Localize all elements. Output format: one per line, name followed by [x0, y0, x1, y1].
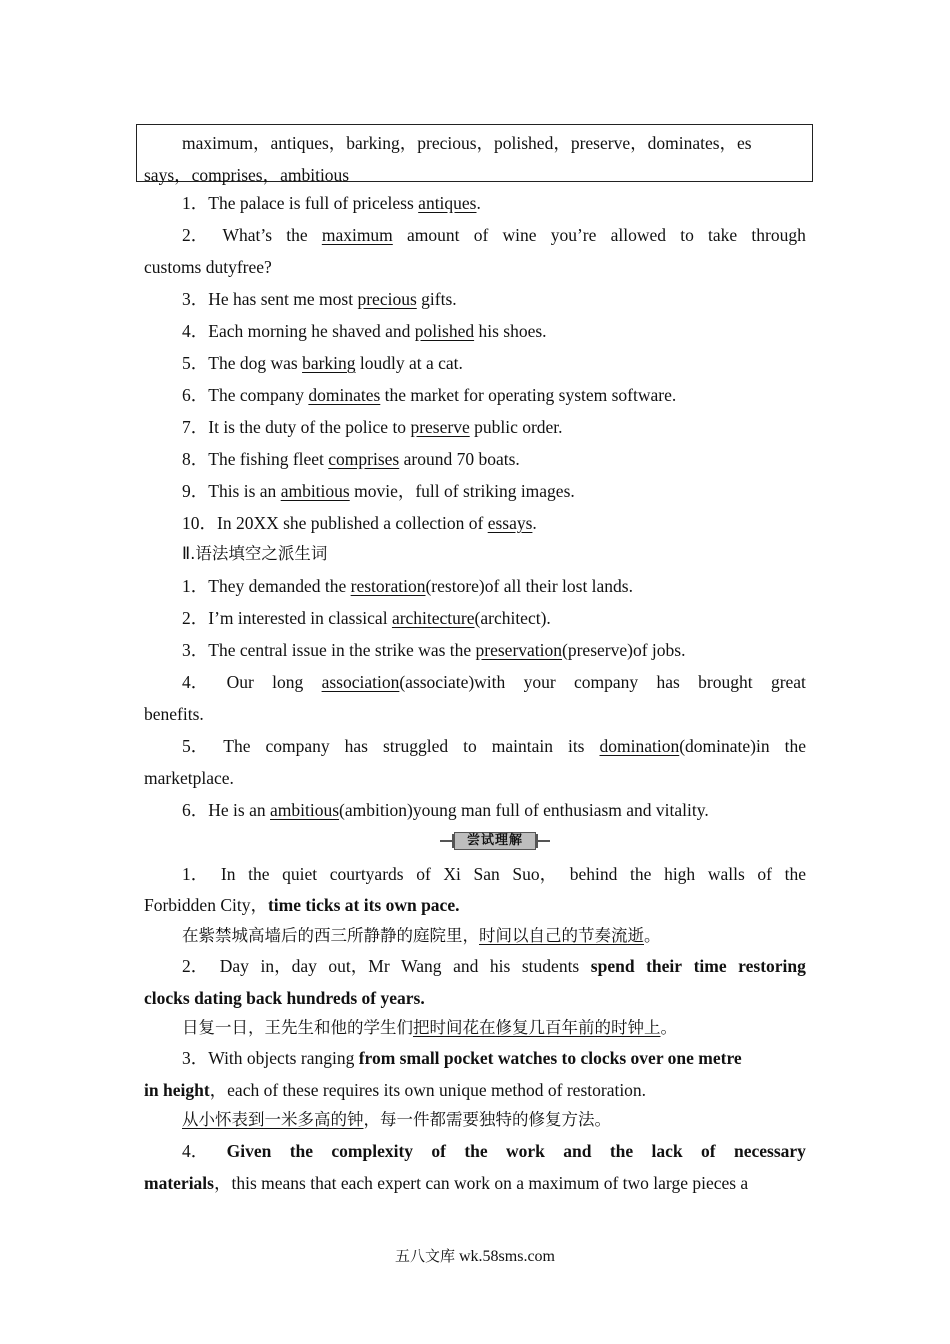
exercise-1-3: 3．He has sent me most precious gifts. [182, 289, 457, 309]
section-badge [440, 830, 550, 852]
exercise-1-10: 10．In 20XX she published a collection of essays. [182, 513, 537, 533]
word-bank-box [136, 124, 813, 185]
exercise-1-9: 9．This is an ambitious movie，full of striking images. [182, 481, 575, 501]
sentence-3: 3．With objects ranging from small pocket watches to clocks over one metre [182, 1048, 742, 1068]
sentence-2-translation: 日复一日，王先生和他的学生们把时间花在修复几百年前的时钟上。 [182, 1018, 677, 1037]
exercise-2-2: 2．I’m interested in classical architecture(architect). [182, 608, 551, 628]
exercise-1-7: 7．It is the duty of the police to preserve public order. [182, 417, 563, 437]
footer-site-name: 五八文库 [394, 1247, 455, 1265]
exercise-1-8: 8．The fishing fleet comprises around 70 boats. [182, 449, 520, 469]
word-bank-line-1: maximum，antiques，barking，precious，polished，preserve，dominates，es [182, 133, 752, 153]
sentence-1-cont: Forbidden City，time ticks at its own pace. [144, 895, 460, 915]
exercise-2-6: 6．He is an ambitious(ambition)young man full of enthusiasm and vitality. [182, 800, 709, 820]
sentence-1-translation: 在紫禁城高墙后的西三所静静的庭院里，时间以自己的节奏流逝。 [182, 926, 661, 945]
exercise-2-1: 1．They demanded the restoration(restore)of all their lost lands. [182, 576, 633, 596]
exercise-1-2-cont: customs dutyfree? [144, 257, 272, 277]
page-footer [0, 1246, 950, 1267]
word-bank-line-2: says，comprises，ambitious [144, 165, 350, 185]
sentence-1: 1． In the quiet courtyards of Xi San Suo， behind the high walls of the [182, 864, 806, 884]
sentence-4: 4． Given the complexity of the work and the lack of necessary [182, 1141, 806, 1161]
exercise-2-5: 5． The company has struggled to maintain its domination(dominate)in the [182, 736, 806, 756]
footer-url[interactable]: wk.58sms.com [459, 1248, 555, 1265]
answer: maximum [321, 225, 393, 245]
exercise-1-2: 2． What’s the maximum amount of wine you’re allowed to take through [144, 219, 806, 251]
exercise-2-4: 4． Our long association(associate)with your company has brought great [182, 672, 806, 692]
sentence-2: 2． Day in，day out，Mr Wang and his students spend their time restoring [182, 956, 806, 976]
sentence-4-cont: materials，this means that each expert can work on a maximum of two large pieces a [144, 1173, 749, 1193]
exercise-1-1: 1．The palace is full of priceless antiques. [182, 193, 481, 213]
answer: antiques [418, 193, 477, 213]
sentence-3-translation: 从小怀表到一米多高的钟，每一件都需要独特的修复方法。 [182, 1110, 611, 1129]
sentence-3-cont: in height，each of these requires its own unique method of restoration. [144, 1080, 647, 1100]
exercise-2-3: 3．The central issue in the strike was the preservation(preserve)of jobs. [182, 640, 686, 660]
exercise-1-5: 5．The dog was barking loudly at a cat. [182, 353, 463, 373]
exercise-2-5-cont: marketplace. [144, 768, 234, 788]
sentence-2-cont: clocks dating back hundreds of years. [144, 988, 425, 1008]
exercise-2-4-cont: benefits. [144, 704, 204, 724]
badge-label: 尝试理解 [454, 832, 536, 850]
exercise-1-4: 4．Each morning he shaved and polished his shoes. [182, 321, 547, 341]
section-2-title: Ⅱ.语法填空之派生词 [182, 544, 328, 563]
exercise-1-6: 6．The company dominates the market for operating system software. [182, 385, 677, 405]
